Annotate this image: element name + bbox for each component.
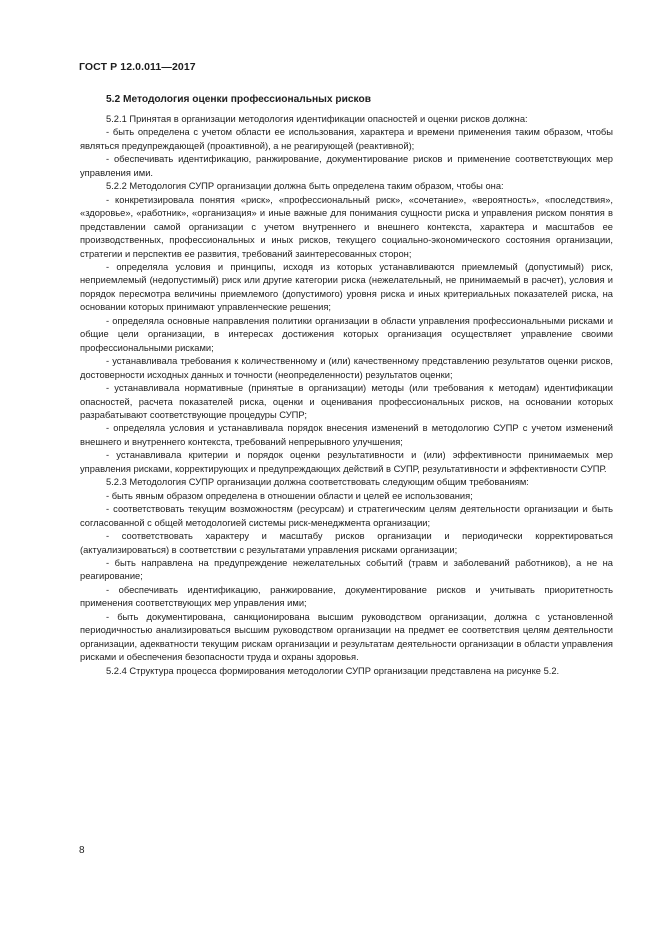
paragraph: - определяла основные направления политики организации в области управления профессиональными рисками и общие цели организации, в интересах достижения которых организация осуществляет управление своими профессиональными рисками; (80, 315, 613, 353)
paragraph: - быть определена с учетом области ее использования, характера и времени применения таким образом, чтобы являться предупреждающей (проактивной), а не реагирующей (реактивной); (80, 127, 613, 151)
paragraph: - устанавливала критерии и порядок оценки результативности и (или) эффективности принимаемых мер управления рисками, корректирующих и предупреждающих действий в СУПР, результативности и эффективности СУПР. (80, 450, 613, 474)
paragraph: - быть документирована, санкционирована высшим руководством организации, должна с установленной периодичностью анализироваться высшим руководством организации на предмет ее соответствия целям деятельности организации, адекватности текущим рискам организации и результатам деятельности организации в области управления рисками и обеспечения безопасности труда и охраны здоровья. (80, 611, 613, 663)
paragraph: - обеспечивать идентификацию, ранжирование, документирование рисков и учитывать приоритетность применения соответствующих мер управления ими; (80, 584, 613, 609)
paragraph: - быть явным образом определена в отношении области и целей ее использования; (106, 490, 473, 501)
paragraph: 5.2.2 Методология СУПР организации должна быть определена таким образом, чтобы она: (106, 181, 504, 192)
page-number: 8 (79, 845, 85, 856)
paragraph: - обеспечивать идентификацию, ранжирование, документирование рисков и применение соответствующих мер управления ими. (80, 154, 613, 178)
paragraph: - устанавливала нормативные (принятые в организации) методы (или требования к методам) идентификации опасностей, расчета показателей риска, оценки и оценивания профессиональных рисков, на основании которых разрабатывают соответствующие процедуры СУПР; (80, 383, 613, 420)
paragraph: - определяла условия и устанавливала порядок внесения изменений в методологию СУПР с учетом изменений внешнего и внутреннего контекста, требований непрерывного улучшения; (80, 423, 613, 447)
paragraph: - соответствовать текущим возможностям (ресурсам) и стратегическим целям деятельности организации и быть согласованной с общей методологией системы риск-менеджмента организации; (80, 504, 613, 528)
paragraph: 5.2.4 Структура процесса формирования методологии СУПР организации представлена на рисунке 5.2. (106, 665, 560, 676)
paragraph: 5.2.1 Принятая в организации методология идентификации опасностей и оценки рисков должна: (106, 114, 528, 124)
body-text (80, 113, 613, 678)
paragraph: - определяла условия и принципы, исходя из которых устанавливаются приемлемый (допустимый) риск, неприемлемый (недопустимый) риск или другие категории риска (нежелательный, не принимаемый в расчет), условия и порядок пересмотра величины приемлемого (допустимого) уровня риска и иных критериальных показателей риска, на основании которых принимают управленческие решения; (80, 261, 613, 313)
paragraph: - соответствовать характеру и масштабу рисков организации и периодически корректироваться (актуализироваться) в соответствии с результатами управления рисками организации; (80, 531, 613, 555)
paragraph: - устанавливала требования к количественному и (или) качественному представлению результатов оценки рисков, достоверности исходных данных и точности (неопределенности) результатов оценки; (80, 356, 613, 380)
section-title: 5.2 Методология оценки профессиональных рисков (106, 94, 371, 105)
paragraph: - конкретизировала понятия «риск», «профессиональный риск», «сочетание», «вероятность», «последствия», «здоровье», «работник», «организация» и иные важные для понимания сущности риска и управления риском понятия в представлении самой организации с учетом внутреннего и внешнего контекста, характера и масштабов ее производственных, профессиональных и иных рисков, текущего социально-экономического состояния организации, стратегии и перспектив ее развития, требований заинтересованных сторон; (80, 194, 613, 259)
document-header: ГОСТ Р 12.0.011—2017 (79, 61, 196, 73)
paragraph: 5.2.3 Методология СУПР организации должна соответствовать следующим общим требованиям: (106, 477, 529, 488)
paragraph: - быть направлена на предупреждение нежелательных событий (травм и заболеваний работников), а не на реагирование; (80, 557, 613, 582)
